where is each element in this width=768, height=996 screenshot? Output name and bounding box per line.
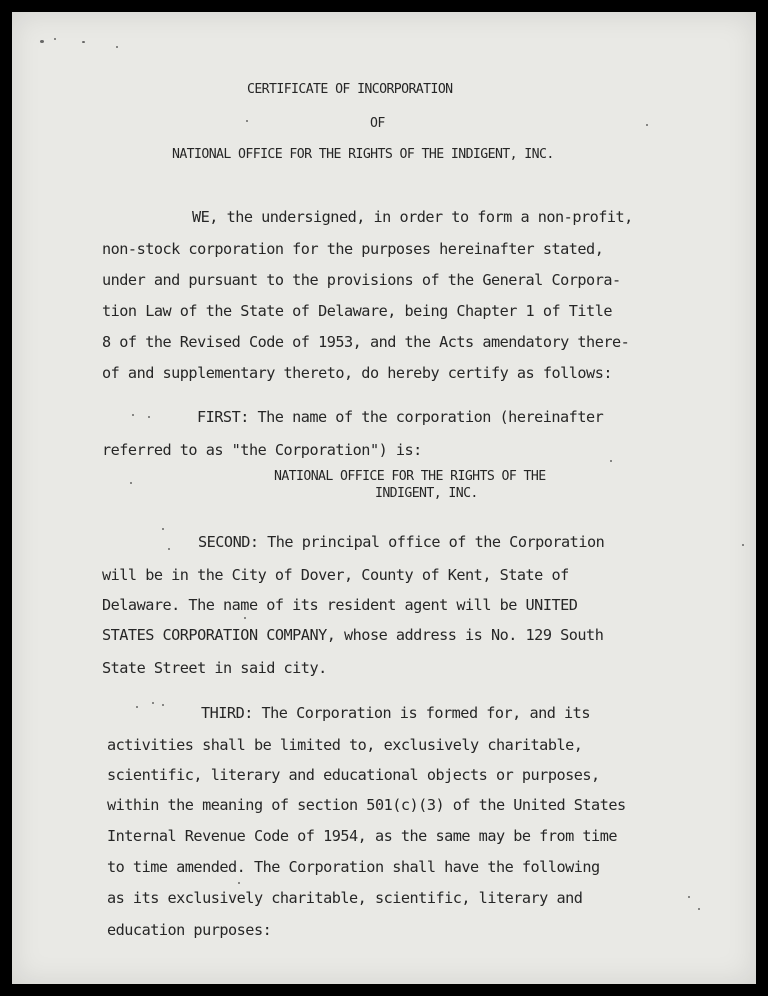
scan-speck xyxy=(646,124,648,126)
scan-speck xyxy=(742,544,744,546)
preamble-line: under and pursuant to the provisions of the General Corpora- xyxy=(102,271,621,289)
scan-speck xyxy=(688,896,690,898)
second-article-line: will be in the City of Dover, County of Kent, State of xyxy=(102,566,569,584)
scan-speck xyxy=(238,882,240,884)
doc-title-of: OF xyxy=(370,116,385,131)
scan-speck xyxy=(136,706,138,708)
scan-speck xyxy=(610,460,612,462)
third-article-line: scientific, literary and educational objects or purposes, xyxy=(107,766,600,784)
first-article-line: referred to as "the Corporation") is: xyxy=(102,441,422,459)
document-page xyxy=(12,12,756,984)
third-article-line: as its exclusively charitable, scientific, literary and xyxy=(107,889,583,907)
preamble-line: 8 of the Revised Code of 1953, and the Acts amendatory there- xyxy=(102,333,630,351)
scan-speck xyxy=(54,38,56,40)
typewritten-document xyxy=(12,12,756,984)
scan-speck xyxy=(116,46,118,48)
second-article-line: State Street in said city. xyxy=(102,659,327,677)
scan-speck xyxy=(132,414,134,416)
scan-speck xyxy=(130,482,132,484)
preamble-line: non-stock corporation for the purposes hereinafter stated, xyxy=(102,240,604,258)
preamble-line: of and supplementary thereto, do hereby certify as follows: xyxy=(102,364,612,382)
third-article-line: Internal Revenue Code of 1954, as the same may be from time xyxy=(107,827,617,845)
doc-title-org-name: NATIONAL OFFICE FOR THE RIGHTS OF THE INDIGENT, INC. xyxy=(172,147,554,162)
scan-speck xyxy=(246,120,248,122)
corporation-name-line: INDIGENT, INC. xyxy=(375,486,478,501)
third-article-line: THIRD: The Corporation is formed for, and its xyxy=(201,704,590,722)
scan-speck xyxy=(168,548,170,550)
third-article-line: to time amended. The Corporation shall have the following xyxy=(107,858,600,876)
scan-speck xyxy=(244,617,246,619)
second-article-line: Delaware. The name of its resident agent will be UNITED xyxy=(102,596,578,614)
scan-speck xyxy=(82,41,85,43)
second-article-line: SECOND: The principal office of the Corporation xyxy=(198,533,605,551)
scan-speck xyxy=(40,40,44,43)
doc-title: CERTIFICATE OF INCORPORATION xyxy=(247,82,453,97)
scan-speck xyxy=(698,908,700,910)
preamble-line: tion Law of the State of Delaware, being Chapter 1 of Title xyxy=(102,302,612,320)
scan-speck xyxy=(162,528,164,530)
preamble-line: WE, the undersigned, in order to form a non-profit, xyxy=(192,208,633,226)
corporation-name-line: NATIONAL OFFICE FOR THE RIGHTS OF THE xyxy=(274,469,546,484)
third-article-line: within the meaning of section 501(c)(3) of the United States xyxy=(107,796,626,814)
third-article-line: education purposes: xyxy=(107,921,272,939)
scan-speck xyxy=(148,416,150,418)
third-article-line: activities shall be limited to, exclusively charitable, xyxy=(107,736,583,754)
second-article-line: STATES CORPORATION COMPANY, whose address is No. 129 South xyxy=(102,626,604,644)
scan-speck xyxy=(162,704,164,706)
first-article-line: FIRST: The name of the corporation (hereinafter xyxy=(197,408,604,426)
scan-speck xyxy=(152,702,154,704)
